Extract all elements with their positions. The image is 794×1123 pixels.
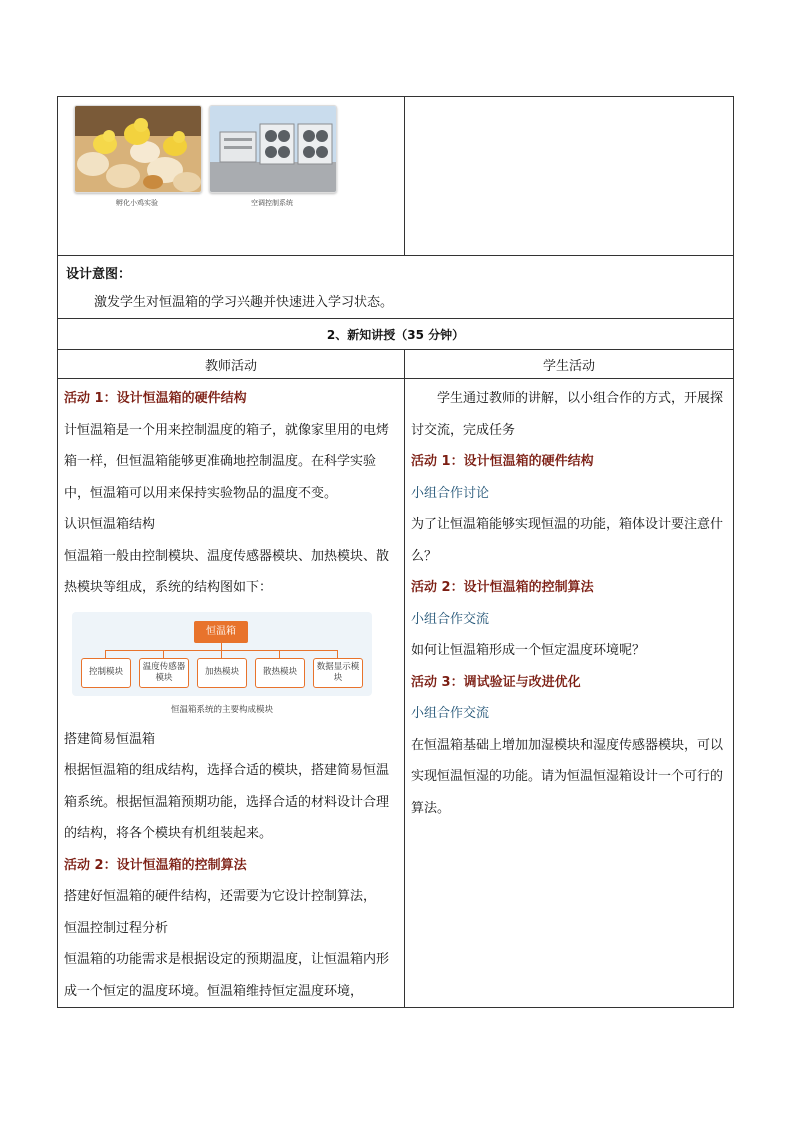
paragraph: 恒温箱的功能需求是根据设定的预期温度，让恒温箱内形成一个恒定的温度环境。恒温箱维持恒定温度环境，: [64, 952, 390, 999]
teacher-header: 教师活动: [58, 350, 405, 379]
paragraph: 为了让恒温箱能够实现恒温的功能，箱体设计要注意什么？: [411, 517, 724, 564]
diagram-node: 温度传感器模块: [139, 658, 189, 688]
paragraph: 根据恒温箱的组成结构，选择合适的模块，搭建简易恒温箱系统。根据恒温箱预期功能，选择合适的材料设计合理的结构，将各个模块有机组装起来。: [64, 763, 390, 841]
student-header: 学生活动: [405, 350, 734, 379]
diagram-root: 恒温箱: [194, 621, 248, 643]
lesson-plan-table: [57, 96, 734, 1008]
group-label: 小组合作交流: [411, 611, 490, 627]
paragraph: 如何让恒温箱形成一个恒定温度环境呢？: [411, 643, 646, 658]
group-label: 小组合作交流: [411, 706, 490, 721]
paragraph: 学生通过教师的讲解，以小组合作的方式，开展探讨交流，完成任务: [411, 391, 724, 438]
diagram-node: 控制模块: [81, 658, 131, 688]
photo-caption: 空调控制系统: [251, 199, 293, 207]
paragraph: 在恒温箱基础上增加加湿模块和湿度传感器模块，可以实现恒温恒湿的功能。请为恒温恒湿箱设计一个可行的算法。: [411, 737, 724, 816]
structure-diagram: [72, 612, 372, 696]
activity-title: 活动 3：调试验证与改进优化: [411, 674, 581, 690]
subheading: 恒温控制过程分析: [64, 920, 169, 936]
diagram-node: 散热模块: [255, 658, 305, 688]
teacher-activities: [58, 379, 405, 1008]
design-intent-title: 设计意图：: [66, 267, 132, 282]
activity-title: 活动 2：设计恒温箱的控制算法: [64, 857, 247, 873]
section-title: 2、新知讲授（35 分钟）: [58, 319, 734, 350]
design-intent-cell: [58, 256, 734, 319]
design-intent-text: 激发学生对恒温箱的学习兴趣并快速进入学习状态。: [94, 295, 394, 310]
activity-title: 活动 1：设计恒温箱的硬件结构: [411, 454, 594, 469]
paragraph: 恒温箱一般由控制模块、温度传感器模块、加热模块、散热模块等组成，系统的结构图如下：: [64, 548, 390, 595]
subheading: 认识恒温箱结构: [64, 517, 156, 532]
empty-cell: [405, 97, 734, 256]
group-label: 小组合作讨论: [411, 485, 490, 501]
activity-title: 活动 1：设计恒温箱的硬件结构: [64, 391, 247, 406]
chicks-eggs-photo: [74, 105, 202, 193]
air-conditioner-photo: [209, 105, 337, 193]
images-cell: [58, 97, 405, 256]
student-activities: [405, 379, 734, 1008]
subheading: 搭建简易恒温箱: [64, 731, 156, 747]
diagram-caption: 恒温箱系统的主要构成模块: [170, 704, 273, 715]
paragraph: 计恒温箱是一个用来控制温度的箱子，就像家里用的电烤箱一样，但恒温箱能够更准确地控制温度。在科学实验中，恒温箱可以用来保持实验物品的温度不变。: [64, 422, 390, 501]
photo-caption: 孵化小鸡实验: [116, 199, 158, 207]
activity-title: 活动 2：设计恒温箱的控制算法: [411, 580, 594, 595]
diagram-node: 数据显示模块: [313, 658, 363, 688]
diagram-node: 加热模块: [197, 658, 247, 688]
paragraph: 搭建好恒温箱的硬件结构，还需要为它设计控制算法，: [64, 889, 377, 904]
